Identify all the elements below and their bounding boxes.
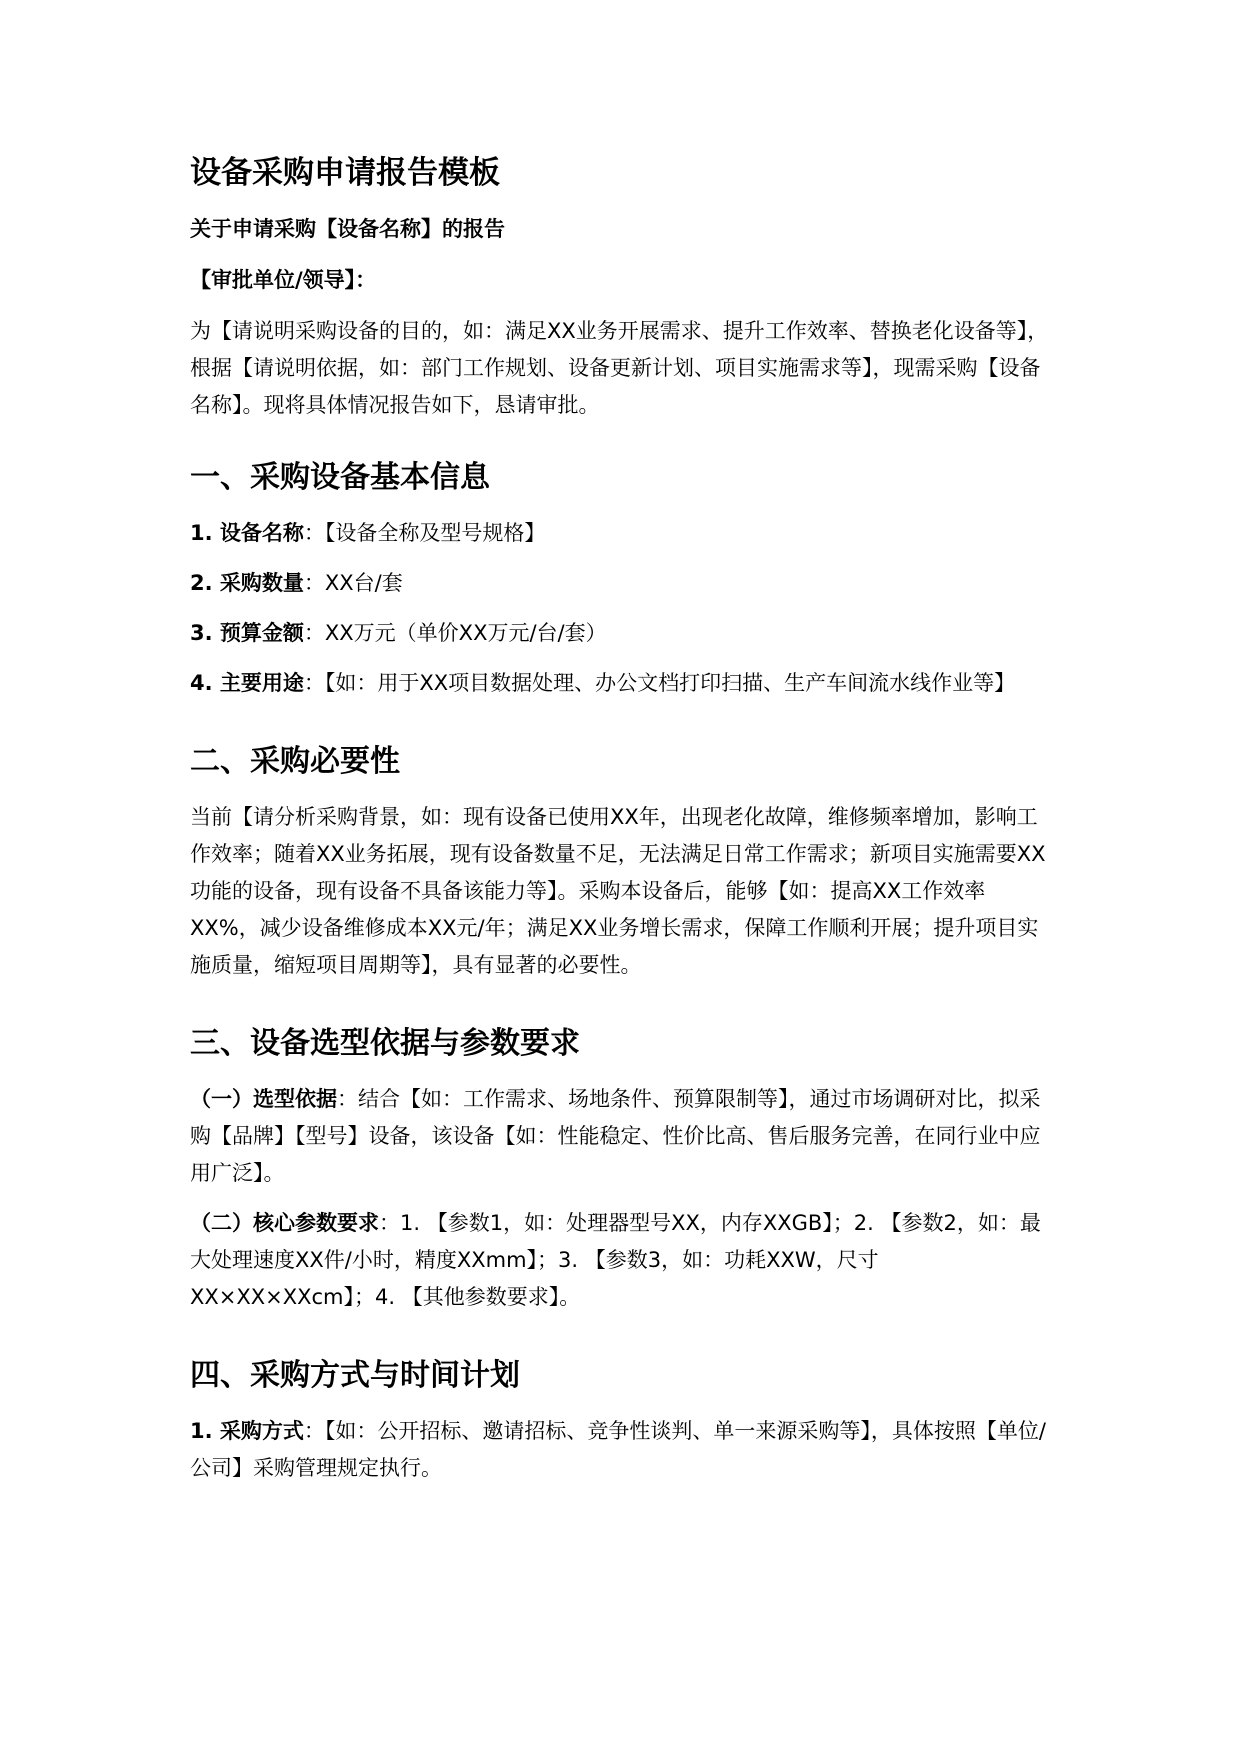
item-label: （一）选型依据	[190, 1087, 337, 1111]
item-label: （二）核心参数要求	[190, 1211, 379, 1235]
item-label: 4. 主要用途	[190, 671, 304, 695]
list-item-budget	[190, 615, 1050, 652]
intro-paragraph: 为【请说明采购设备的目的，如：满足XX业务开展需求、提升工作效率、替换老化设备等】，根据【请说明依据，如：部门工作规划、设备更新计划、项目实施需求等】，现需采购【设备名称】。现将具体情况报告如下，恳请审批。	[190, 319, 1049, 417]
item-text: ：【设备全称及型号规格】	[303, 521, 546, 545]
approver-line: 【审批单位/领导】：	[190, 268, 377, 292]
item-text: ：XX万元（单价XX万元/台/套）	[303, 621, 607, 645]
item-text: ：结合【如：工作需求、场地条件、预算限制等】，通过市场调研对比，拟采购【品牌】【型号】设备，该设备【如：性能稳定、性价比高、售后服务完善，在同行业中应用广泛】。	[190, 1087, 1041, 1185]
document-page	[190, 150, 1050, 1487]
section-heading-selection: 三、设备选型依据与参数要求	[190, 1026, 580, 1061]
section-heading-necessity: 二、采购必要性	[190, 744, 400, 779]
item-text: ：【如：公开招标、邀请招标、竞争性谈判、单一来源采购等】，具体按照【单位/公司】采购管理规定执行。	[190, 1419, 1046, 1480]
list-item-quantity	[190, 565, 1050, 602]
item-label: 1. 采购方式	[190, 1419, 304, 1443]
necessity-paragraph: 当前【请分析采购背景，如：现有设备已使用XX年，出现老化故障，维修频率增加，影响工作效率；随着XX业务拓展，现有设备数量不足，无法满足日常工作需求；新项目实施需要XX功能的设备，现有设备不具备该能力等】。采购本设备后，能够【如：提高XX工作效率XX%，减少设备维修成本XX元/年；满足XX业务增长需求，保障工作顺利开展；提升项目实施质量，缩短项目周期等】，具有显著的必要性。	[190, 805, 1046, 977]
selection-basis-paragraph	[190, 1081, 1050, 1192]
list-item-device-name	[190, 515, 1050, 552]
item-text: ：【如：用于XX项目数据处理、办公文档打印扫描、生产车间流水线作业等】	[303, 671, 1016, 695]
document-title: 设备采购申请报告模板	[190, 155, 500, 191]
item-label: 1. 设备名称	[190, 521, 304, 545]
item-label: 3. 预算金额	[190, 621, 304, 645]
item-label: 2. 采购数量	[190, 571, 304, 595]
report-subtitle: 关于申请采购【设备名称】的报告	[190, 217, 505, 241]
item-text: ：XX台/套	[303, 571, 403, 595]
list-item-usage	[190, 665, 1050, 702]
item-text: ：1. 【参数1，如：处理器型号XX，内存XXGB】；2. 【参数2，如：最大处理速度XX件/小时，精度XXmm】；3. 【参数3，如：功耗XXW，尺寸XX×XX×XXcm】；4. 【其他参数要求】。	[190, 1211, 1041, 1309]
procurement-method-paragraph	[190, 1413, 1050, 1487]
core-params-paragraph	[190, 1205, 1050, 1316]
section-heading-method-schedule: 四、采购方式与时间计划	[190, 1358, 520, 1393]
section-heading-basic-info: 一、采购设备基本信息	[190, 460, 490, 495]
